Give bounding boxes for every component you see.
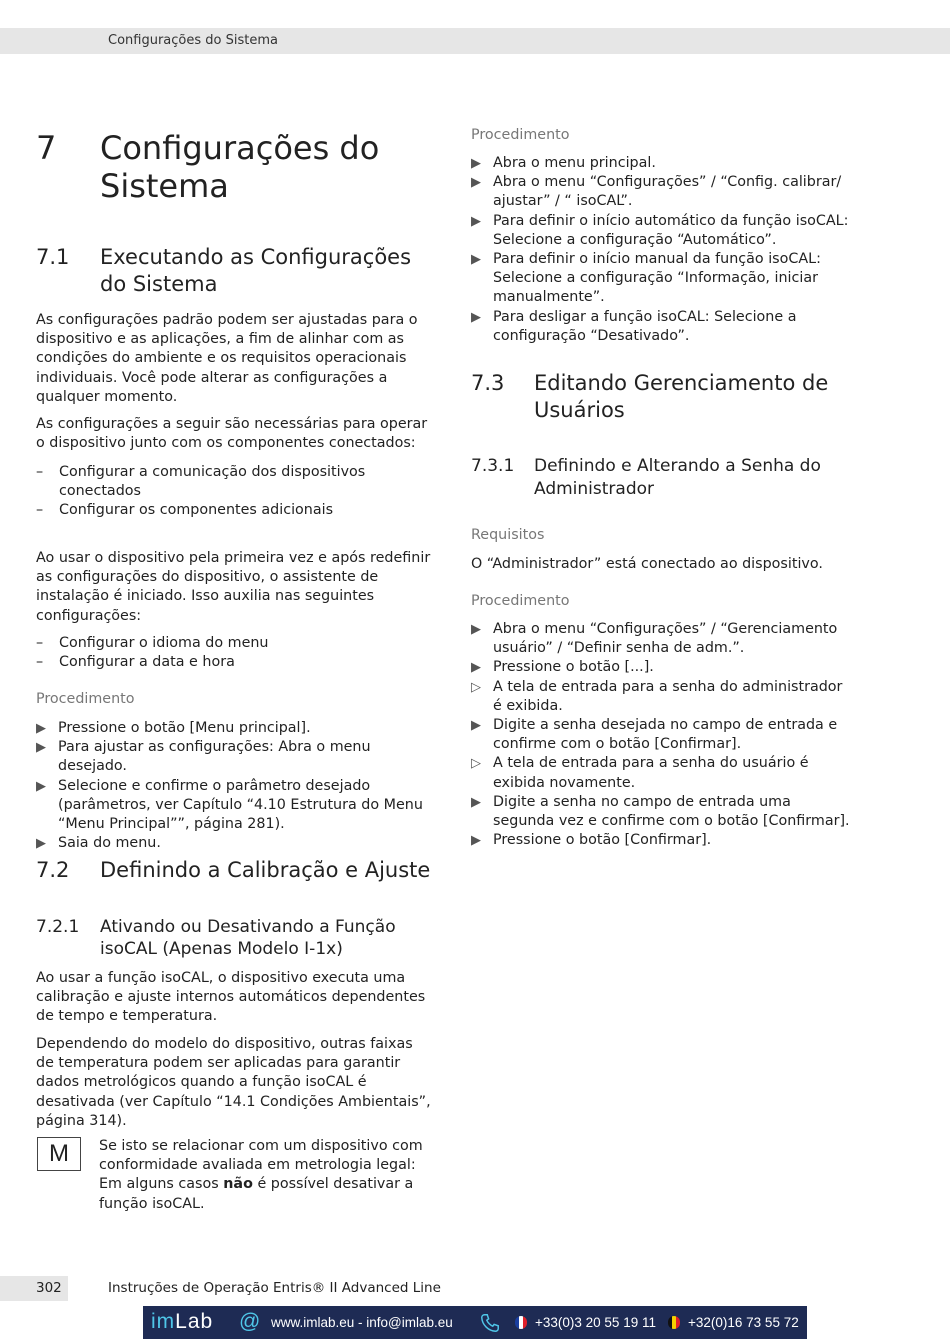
phone-france[interactable]: +33(0)3 20 55 19 11 bbox=[535, 1315, 656, 1330]
section-7-1-number: 7.1 bbox=[36, 245, 70, 269]
section-7-3-title-line2: Usuários bbox=[534, 398, 625, 422]
requirements-text: O “Administrador” está conectado ao dispositivo. bbox=[471, 556, 823, 572]
section-7-1-dash-list-1 bbox=[36, 463, 431, 521]
play-arrow-icon: ▶ bbox=[471, 213, 481, 229]
step-item: ▶ Selecione e confirme o parâmetro desejado (parâmetros, ver Capítulo “4.10 Estrutura do Menu “Menu Principal””, página 281). bbox=[36, 777, 423, 833]
play-arrow-icon: ▶ bbox=[471, 622, 481, 637]
list-item: – Configurar a data e hora bbox=[36, 654, 235, 671]
section-7-2-1-steps bbox=[471, 154, 849, 346]
result-item: ▷ A tela de entrada para a senha do administrador é exibida. bbox=[471, 678, 843, 714]
page-number: 302 bbox=[36, 1280, 62, 1296]
result-arrow-icon: ▷ bbox=[471, 756, 481, 772]
section-7-2-number: 7.2 bbox=[36, 858, 70, 882]
step-item: ▶ Pressione o botão [Confirmar]. bbox=[471, 831, 853, 850]
section-7-1-paragraph-2: As configurações a seguir são necessárias para operar o dispositivo junto com os componentes conectados: bbox=[36, 416, 428, 452]
play-arrow-icon: ▶ bbox=[36, 740, 46, 756]
step-item: ▶ Pressione o botão [...]. bbox=[471, 658, 853, 677]
section-7-2-1-title-line2: isoCAL (Apenas Modelo I-1x) bbox=[100, 939, 343, 959]
page-number-box bbox=[0, 1276, 68, 1301]
belgium-flag-icon bbox=[668, 1316, 680, 1329]
section-7-3-1-title-line2: Administrador bbox=[534, 479, 655, 499]
step-item: ▶ Abra o menu “Configurações” / “Config. calibrar/ ajustar” / “ isoCAL”. bbox=[471, 174, 842, 210]
section-7-1-procedure-label: Procedimento bbox=[36, 691, 135, 707]
play-arrow-icon: ▶ bbox=[471, 156, 481, 171]
section-7-3-1-steps bbox=[471, 620, 853, 850]
play-arrow-icon: ▶ bbox=[36, 778, 46, 794]
section-7-1-steps bbox=[36, 719, 438, 853]
imlab-contact-banner bbox=[143, 1306, 807, 1339]
step-item: ▶ Abra o menu principal. bbox=[471, 154, 849, 173]
section-7-3-title-line1: Editando Gerenciamento de bbox=[534, 371, 829, 395]
step-item: ▶ Para ajustar as configurações: Abra o menu desejado. bbox=[36, 739, 371, 775]
step-item: ▶ Para definir o início manual da função isoCAL: Selecione a configuração “Informação, iniciar manualmente”. bbox=[471, 251, 821, 306]
phone-belgium[interactable]: +32(0)16 73 55 72 bbox=[688, 1315, 799, 1330]
chapter-title-line2: Sistema bbox=[100, 167, 229, 205]
section-7-2-title: Definindo a Calibração e Ajuste bbox=[100, 858, 431, 882]
play-arrow-icon: ▶ bbox=[471, 660, 481, 676]
section-7-1-dash-list-2 bbox=[36, 634, 431, 672]
section-7-2-1-title-line1: Ativando ou Desativando a Função bbox=[100, 917, 396, 937]
footer-doc-title: Instruções de Operação Entris® II Advanced Line bbox=[108, 1280, 441, 1296]
phone-icon bbox=[479, 1312, 501, 1334]
section-7-2-1-procedure-label: Procedimento bbox=[471, 127, 570, 143]
section-7-1-paragraph-3: Ao usar o dispositivo pela primeira vez e após redefinir as configurações do dispositivo, o assistente de instalação é iniciado. Isso auxilia nas seguintes configurações: bbox=[36, 550, 431, 624]
play-arrow-icon: ▶ bbox=[471, 794, 481, 810]
play-arrow-icon: ▶ bbox=[36, 721, 46, 736]
play-arrow-icon: ▶ bbox=[36, 836, 46, 852]
section-7-1-title-line1: Executando as Configurações bbox=[100, 245, 412, 269]
play-arrow-icon: ▶ bbox=[471, 833, 481, 849]
list-item: – Configurar a comunicação dos dispositivos conectados bbox=[36, 464, 366, 500]
flag-stripe bbox=[676, 1316, 680, 1329]
section-7-2-1-number: 7.2.1 bbox=[36, 917, 80, 937]
section-7-3-1-number: 7.3.1 bbox=[471, 456, 515, 476]
chapter-number: 7 bbox=[36, 129, 57, 167]
play-arrow-icon: ▶ bbox=[471, 175, 481, 191]
section-7-3-1-title-line1: Definindo e Alterando a Senha do bbox=[534, 456, 821, 476]
section-7-2-1-paragraph-2: Dependendo do modelo do dispositivo, outras faixas de temperatura podem ser aplicadas para garantir dados metrológicos quando a função isoCAL é desativada (ver Capítulo “14.1 Condições Ambientais”, página 314). bbox=[36, 1036, 431, 1129]
step-item: ▶ Para definir o início automático da função isoCAL: Selecione a configuração “Automático”. bbox=[471, 212, 849, 248]
list-item: – Configurar os componentes adicionais bbox=[36, 502, 334, 519]
step-item: ▶ Pressione o botão [Menu principal]. bbox=[36, 719, 438, 738]
section-7-1-paragraph-1: As configurações padrão podem ser ajustadas para o dispositivo e as aplicações, a fim de alinhar com as condições do ambiente e os requisitos operacionais individuais. Você pode alterar as configurações a qualquer momento. bbox=[36, 312, 418, 405]
step-item: ▶ Digite a senha no campo de entrada uma segunda vez e confirme com o botão [Confirmar]. bbox=[471, 793, 850, 830]
step-item: ▶ Abra o menu “Configurações” / “Gerenciamento usuário” / “Definir senha de adm.”. bbox=[471, 621, 838, 657]
step-item: ▶ Digite a senha desejada no campo de entrada e confirme com o botão [Confirmar]. bbox=[471, 717, 838, 753]
note-emphasis: não bbox=[223, 1176, 253, 1193]
flag-stripe bbox=[523, 1316, 527, 1329]
play-arrow-icon: ▶ bbox=[471, 718, 481, 734]
running-header bbox=[0, 28, 950, 54]
section-7-3-1-procedure-label: Procedimento bbox=[471, 593, 570, 609]
list-item: – Configurar o idioma do menu bbox=[36, 635, 269, 651]
section-7-3-number: 7.3 bbox=[471, 371, 505, 395]
step-item: ▶ Para desligar a função isoCAL: Selecione a configuração “Desativado”. bbox=[471, 308, 797, 344]
result-arrow-icon: ▷ bbox=[471, 679, 481, 695]
imlab-logo: imLab bbox=[151, 1310, 214, 1333]
at-icon: @ bbox=[239, 1310, 261, 1333]
metrology-note-text: Se isto se relacionar com um dispositivo com conformidade avaliada em metrologia legal: Em alguns casos não é possível desativar a função isoCAL. bbox=[99, 1138, 423, 1212]
section-7-1-title-line2: do Sistema bbox=[100, 272, 218, 296]
play-arrow-icon: ▶ bbox=[471, 252, 481, 268]
france-flag-icon bbox=[515, 1316, 527, 1329]
result-item: ▷ A tela de entrada para a senha do usuário é exibida novamente. bbox=[471, 755, 809, 791]
section-7-2-1-paragraph-1: Ao usar a função isoCAL, o dispositivo executa uma calibração e ajuste internos automáticos dependentes de tempo e temperatura. bbox=[36, 970, 426, 1025]
chapter-title-line1: Configurações do bbox=[100, 129, 380, 167]
running-header-title: Configurações do Sistema bbox=[108, 33, 278, 48]
step-item: ▶ Saia do menu. bbox=[36, 834, 438, 853]
web-email-link[interactable]: www.imlab.eu - info@imlab.eu bbox=[271, 1315, 453, 1330]
play-arrow-icon: ▶ bbox=[471, 309, 481, 325]
metrology-note-icon: M bbox=[37, 1137, 81, 1171]
requirements-label: Requisitos bbox=[471, 527, 545, 543]
